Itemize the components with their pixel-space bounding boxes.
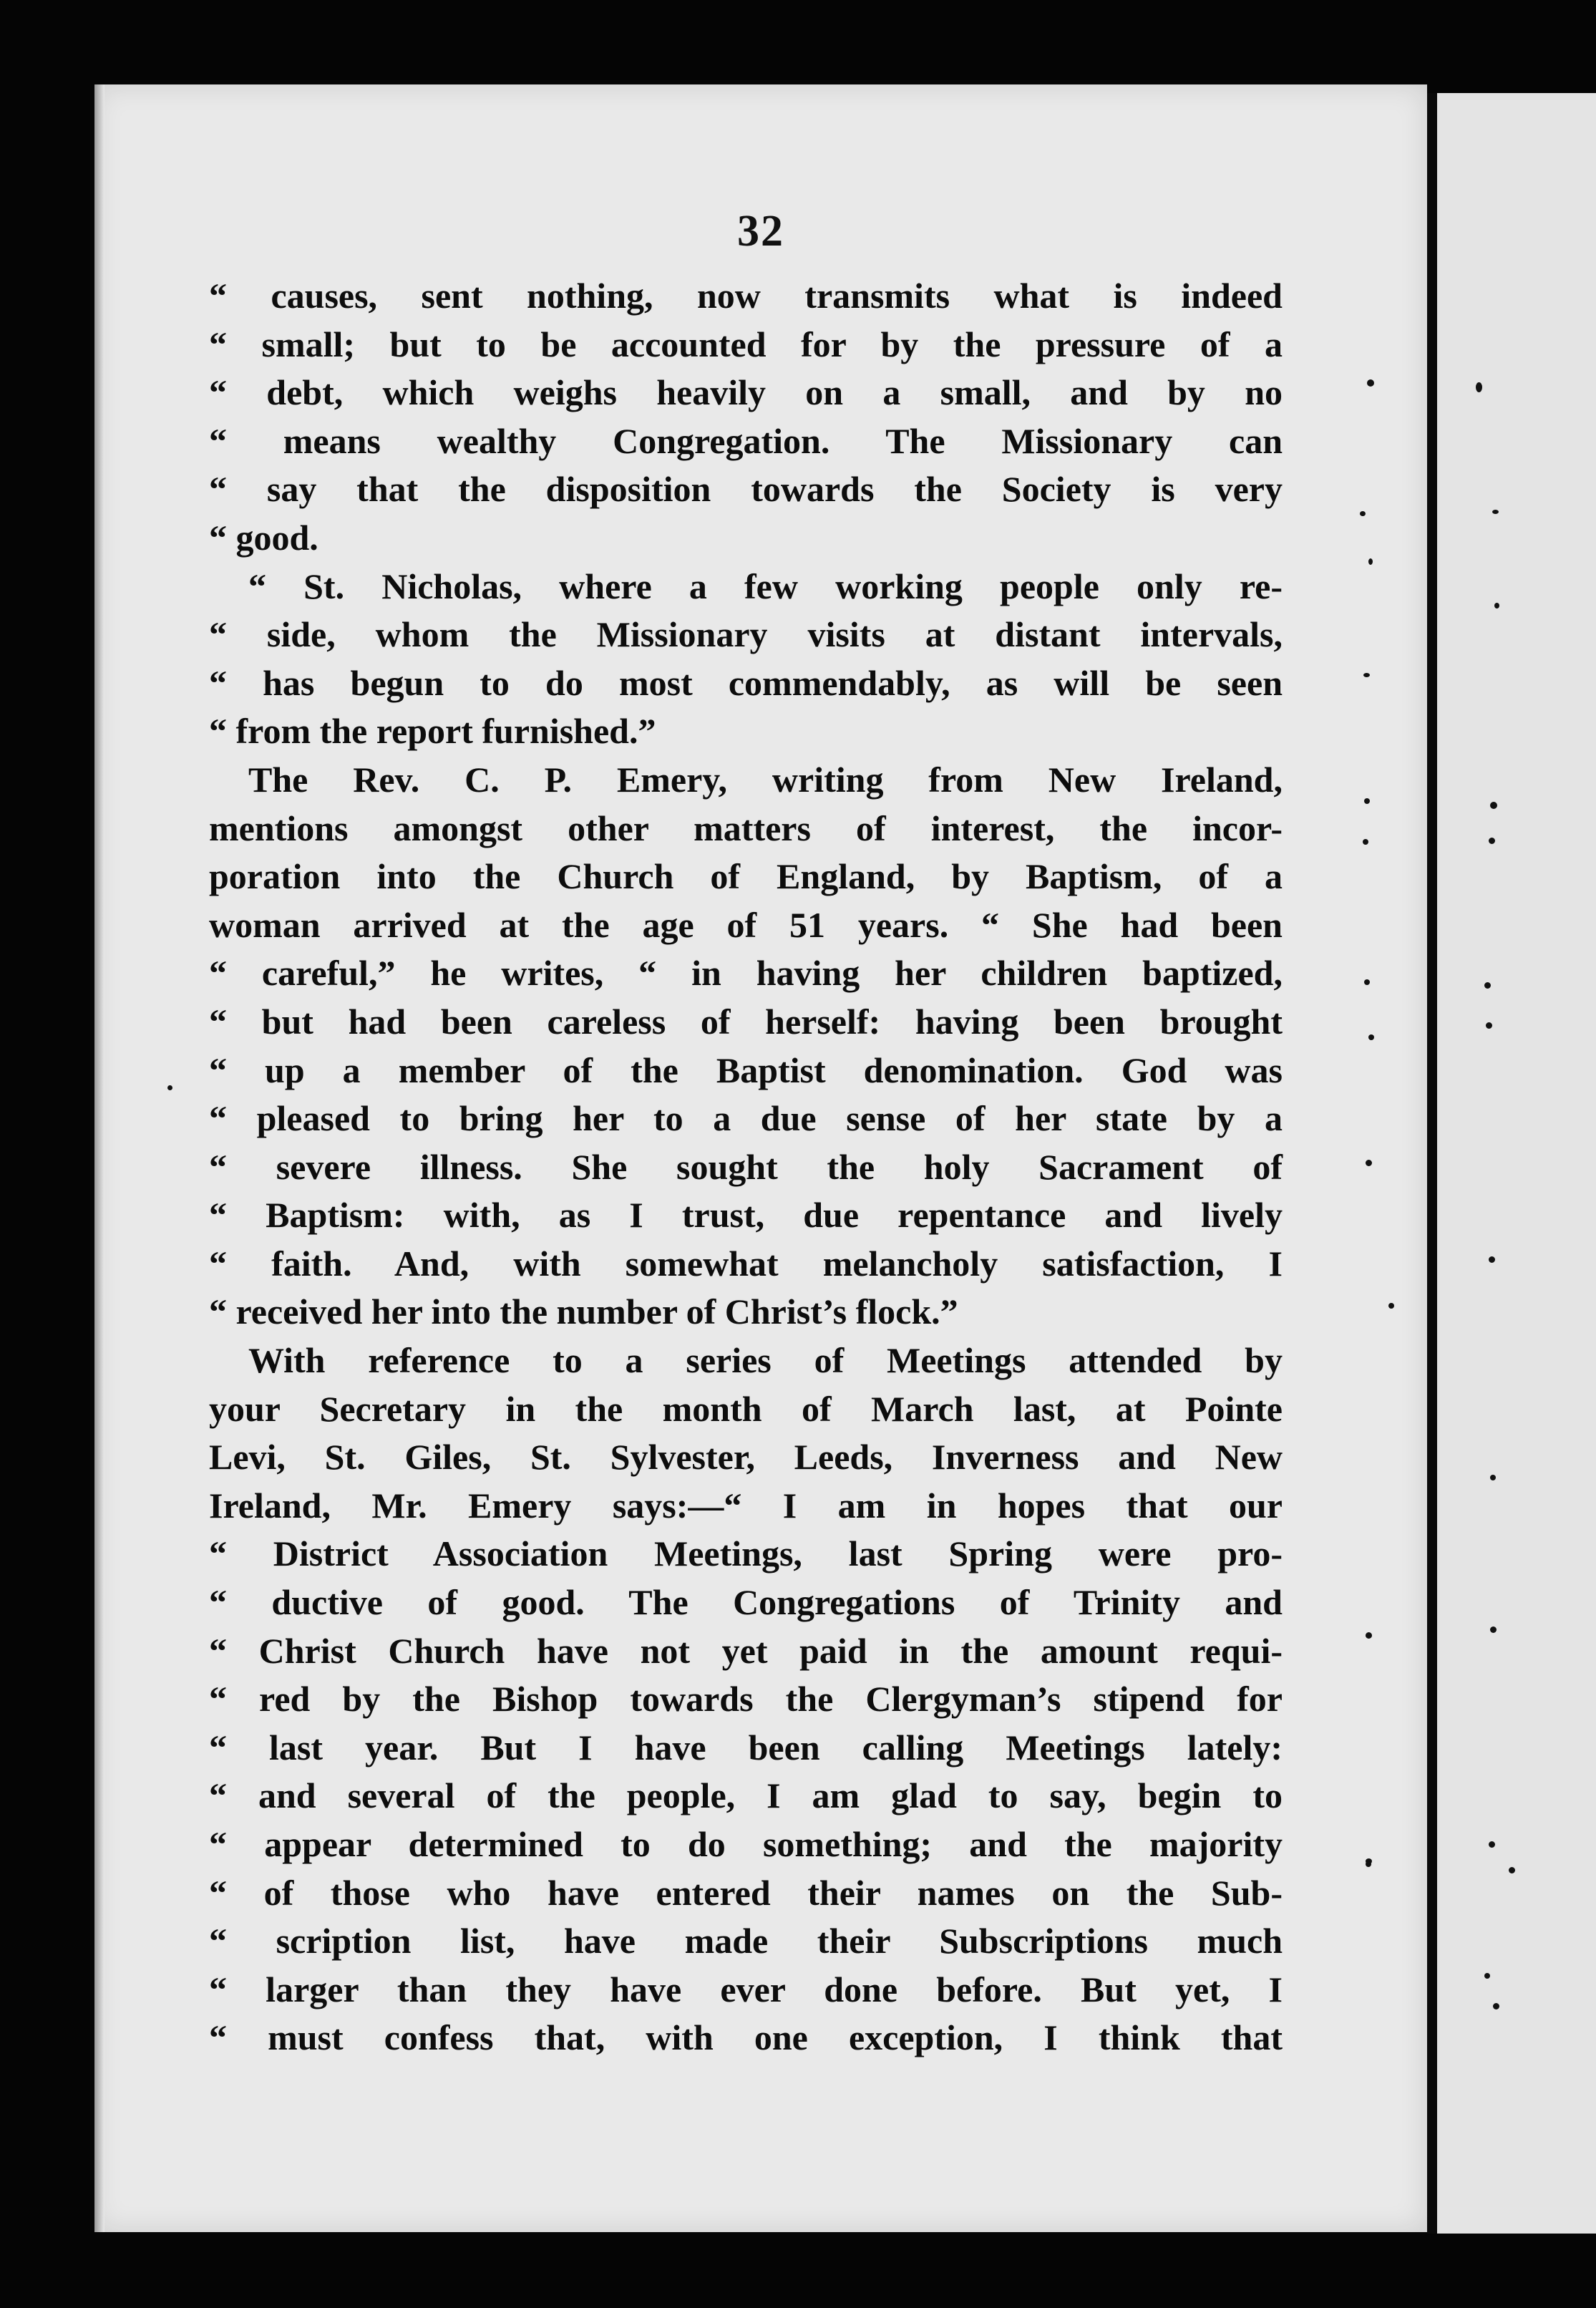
text-line: “ scription list, have made their Subscriptions much	[209, 1921, 1283, 1962]
text-line: “ faith. And, with somewhat melancholy satisfaction, I	[209, 1243, 1283, 1284]
text-line: “ pleased to bring her to a due sense of her state by a	[209, 1098, 1283, 1139]
text-line: With reference to a series of Meetings attended by	[248, 1340, 1283, 1381]
text-line: “ larger than they have ever done before. But yet, I	[209, 1969, 1283, 2009]
text-line: The Rev. C. P. Emery, writing from New Ireland,	[248, 759, 1283, 800]
text-line: “ has begun to do most commendably, as will be seen	[209, 662, 1283, 703]
page-binding-shadow	[94, 84, 104, 2232]
text-line: “ last year. But I have been calling Meetings lately:	[209, 1727, 1283, 1768]
page-number: 32	[737, 207, 784, 256]
body-text	[209, 272, 1283, 2062]
text-line: “ of those who have entered their names on the Sub-	[209, 1872, 1283, 1913]
text-line: “ severe illness. She sought the holy Sacrament of	[209, 1146, 1283, 1187]
text-line: “ red by the Bishop towards the Clergyman’s stipend for	[209, 1679, 1283, 1720]
text-line: “ appear determined to do something; and the majority	[209, 1824, 1283, 1864]
text-line: “ Christ Church have not yet paid in the amount requi-	[209, 1630, 1283, 1671]
text-line: poration into the Church of England, by Baptism, of a	[209, 856, 1283, 897]
text-line: “ means wealthy Congregation. The Missionary can	[209, 420, 1283, 461]
text-line: “ District Association Meetings, last Spring were pro-	[209, 1533, 1283, 1574]
text-line: “ careful,” he writes, “ in having her children baptized,	[209, 953, 1283, 994]
text-line: “ say that the disposition towards the Society is very	[209, 469, 1283, 510]
adjacent-page-edge	[1427, 93, 1596, 2234]
text-line: mentions amongst other matters of interest, the incor-	[209, 808, 1283, 848]
text-line: “ and several of the people, I am glad to say, begin to	[209, 1775, 1283, 1816]
text-line: “ from the report furnished.”	[209, 711, 656, 752]
text-line: “ up a member of the Baptist denomination. God was	[209, 1049, 1283, 1090]
text-line: “ good.	[209, 517, 318, 558]
text-line: “ but had been careless of herself: having been brought	[209, 1001, 1283, 1042]
text-line: “ side, whom the Missionary visits at distant intervals,	[209, 614, 1283, 655]
text-line: “ debt, which weighs heavily on a small, and by no	[209, 372, 1283, 413]
text-line: “ ductive of good. The Congregations of Trinity and	[209, 1582, 1283, 1623]
text-line: “ causes, sent nothing, now transmits what is indeed	[209, 276, 1283, 316]
text-line: “ must confess that, with one exception, I think that	[209, 2017, 1283, 2058]
text-line: “ Baptism: with, as I trust, due repentance and lively	[209, 1195, 1283, 1236]
text-line: Levi, St. Giles, St. Sylvester, Leeds, Inverness and New	[209, 1437, 1283, 1478]
text-line: your Secretary in the month of March last, at Pointe	[209, 1388, 1283, 1429]
text-line: “ small; but to be accounted for by the pressure of a	[209, 324, 1283, 364]
text-line: Ireland, Mr. Emery says:—“ I am in hopes that our	[209, 1485, 1283, 1526]
text-line: “ received her into the number of Christ’s flock.”	[209, 1291, 958, 1332]
text-line: woman arrived at the age of 51 years. “ She had been	[209, 904, 1283, 945]
text-line: “ St. Nicholas, where a few working people only re-	[248, 566, 1283, 606]
book-page	[94, 84, 1427, 2232]
